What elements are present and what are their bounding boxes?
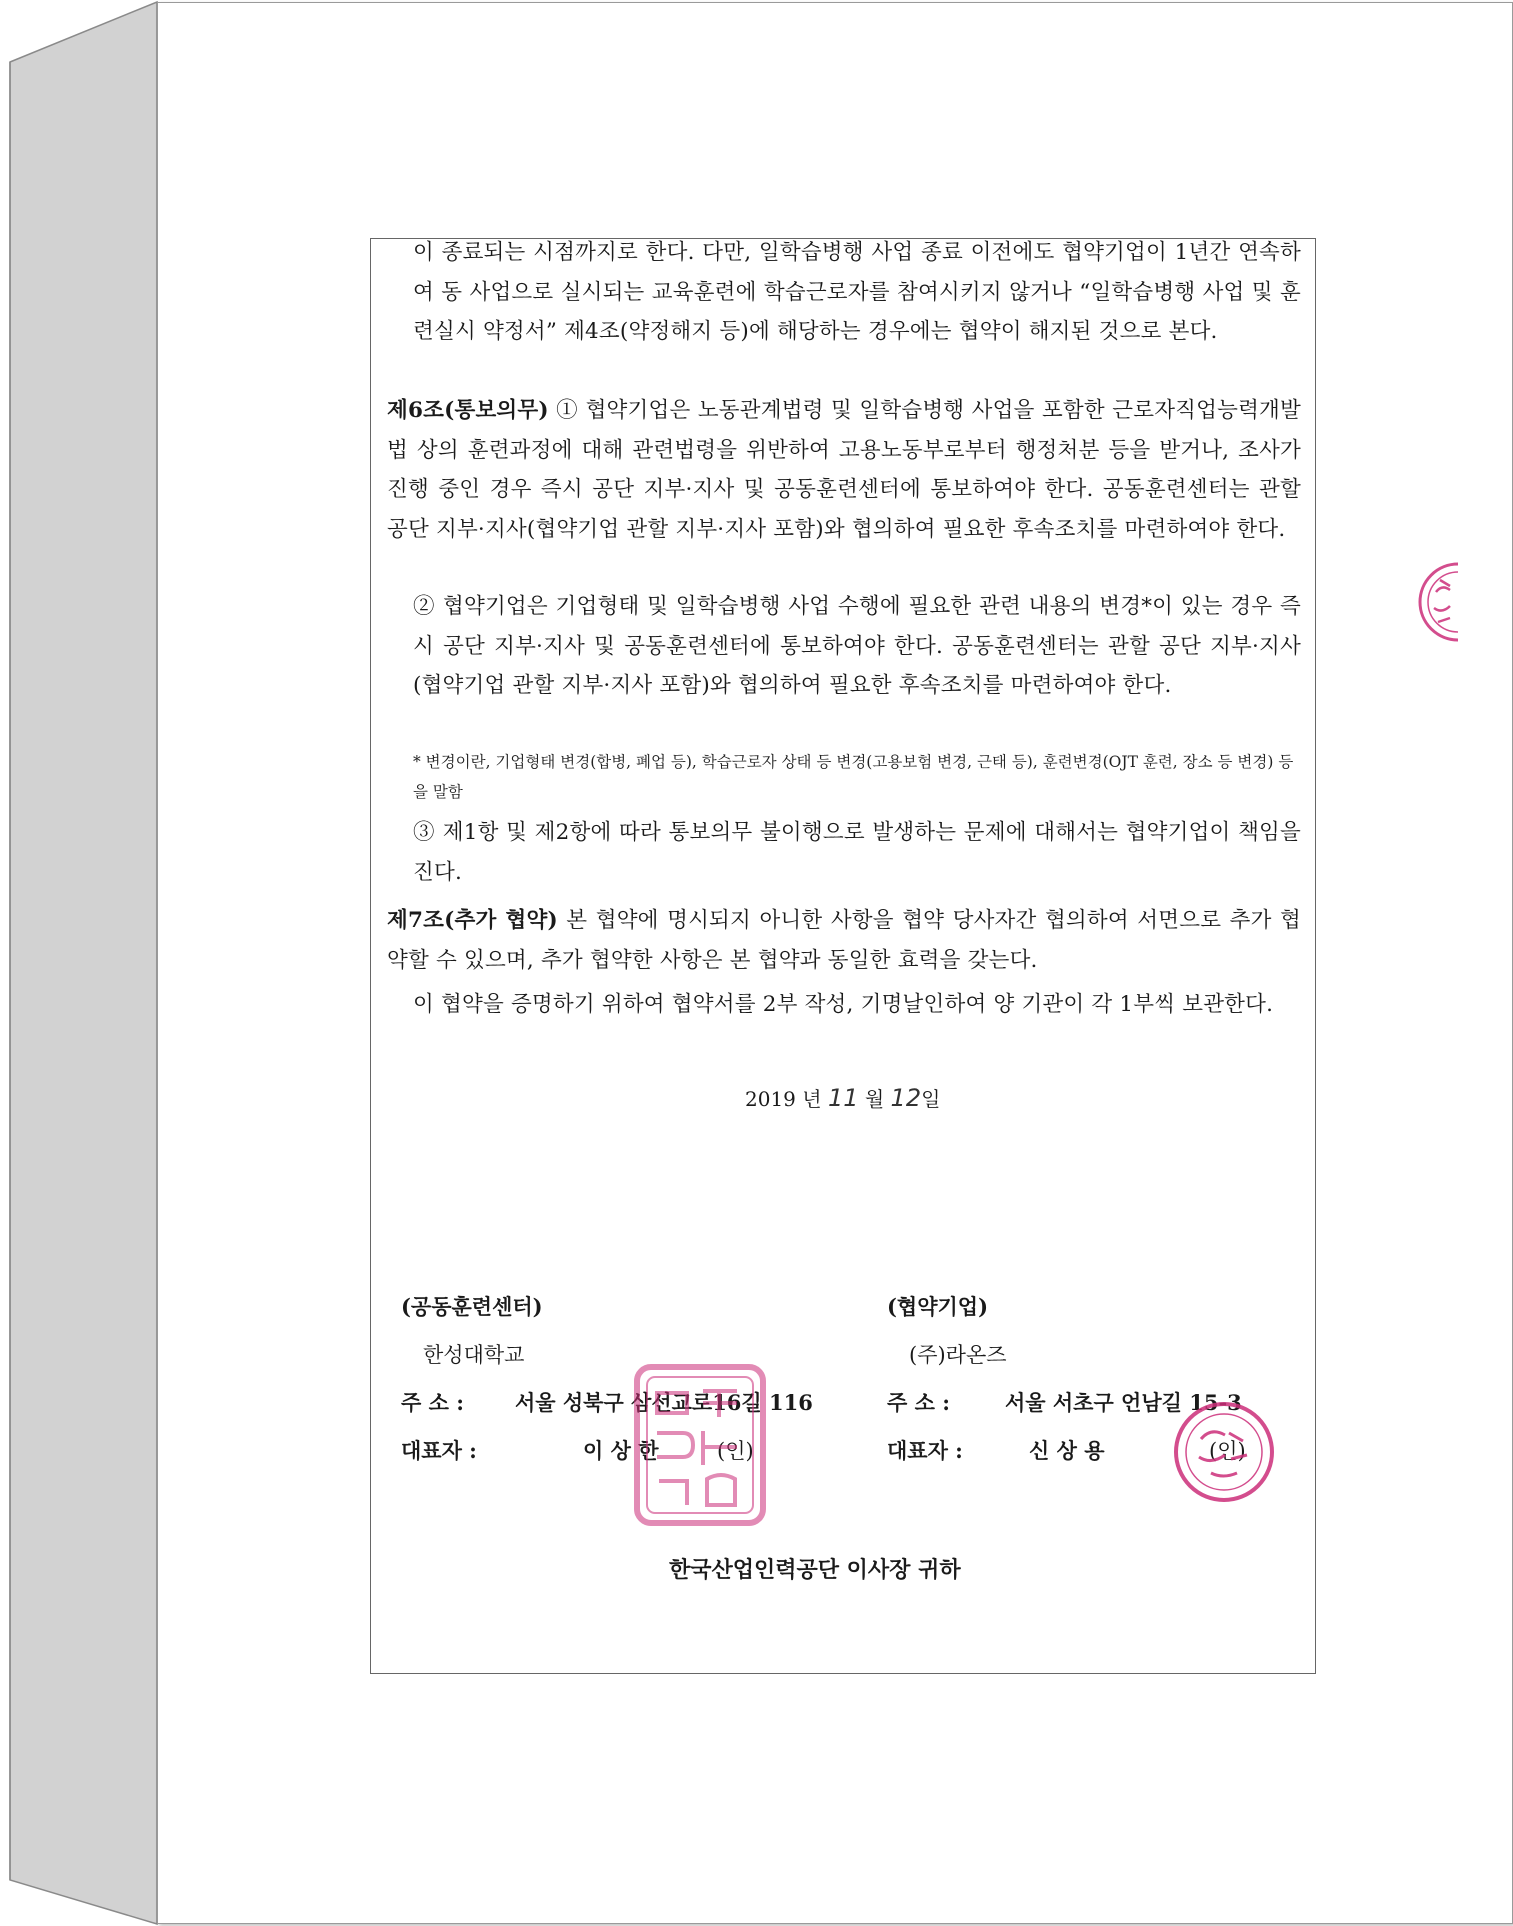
document-frame: [370, 238, 1316, 1674]
right-seal-mark: (인): [1209, 1439, 1246, 1463]
date-day-unit: 일: [921, 1087, 941, 1111]
date-year: 2019: [745, 1087, 796, 1111]
date-month-handwritten: 11: [827, 1084, 859, 1112]
right-round-seal-stamp: [1171, 1399, 1277, 1505]
date-year-unit: 년: [802, 1087, 822, 1111]
addressee: 한국산업인력공단 이사장 귀하: [669, 1557, 961, 1583]
article6-paragraph1: [387, 391, 1301, 549]
right-address-label: 주 소 :: [887, 1390, 950, 1415]
left-rep-name: 이 상 한: [583, 1438, 659, 1463]
closing-statement: 이 협약을 증명하기 위하여 협약서를 2부 작성, 기명날인하여 양 기관이 각 1부씩 보관한다.: [413, 992, 1274, 1017]
right-address: 서울 서초구 언남길 15-3: [1005, 1390, 1242, 1415]
date-month-unit: 월: [864, 1087, 885, 1111]
article7-paragraph: [387, 901, 1301, 980]
paragraph-article5-continuation: 이 종료되는 시점까지로 한다. 다만, 일학습병행 사업 종료 이전에도 협약기업이 1년간 연속하여 동 사업으로 실시되는 교육훈련에 학습근로자를 참여시키지 않거나 “일학습병행 사업 및 훈련실시 약정서” 제4조(약정해지 등)에 해당하는 경우에는 협약이 해지된 것으로 본다.: [413, 240, 1301, 344]
article7-title: 제7조(추가 협약): [387, 908, 558, 933]
article7-body: 본 협약에 명시되지 아니한 사항을 협약 당사자간 협의하여 서면으로 추가 협약할 수 있으며, 추가 협약한 사항은 본 협약과 동일한 효력을 갖는다.: [387, 908, 1302, 973]
left-address-label: 주 소 :: [401, 1390, 464, 1415]
article6-title: 제6조(통보의무): [387, 398, 549, 423]
right-party-heading: (협약기업): [887, 1294, 989, 1319]
left-party-org: 한성대학교: [423, 1343, 525, 1367]
article6-p1-text: ① 협약기업은 노동관계법령 및 일학습병행 사업을 포함한 근로자직업능력개발법 상의 훈련과정에 대해 관련법령을 위반하여 고용노동부로부터 행정처분 등을 받거나, 조사가 진행 중인 경우 즉시 공단 지부·지사 및 공동훈련센터에 통보하여야 한다. 공동훈련센터는 관할 공단 지부·지사(협약기업 관할 지부·지사 포함)와 협의하여 필요한 후속조치를 마련하여야 한다.: [387, 398, 1301, 542]
left-seal-mark: (인): [717, 1439, 754, 1463]
date-day-handwritten: 12: [890, 1084, 922, 1112]
left-address: 서울 성북구 삼선교로16길 116: [515, 1390, 813, 1415]
article6-footnote: * 변경이란, 기업형태 변경(합병, 폐업 등), 학습근로자 상태 등 변경(고용보험 변경, 근태 등), 훈련변경(OJT 훈련, 장소 등 변경) 등을 말함: [413, 753, 1294, 801]
right-party-org: (주)라온즈: [909, 1343, 1007, 1367]
edge-seal-stamp: [1410, 552, 1460, 652]
left-square-seal-stamp: [633, 1363, 767, 1527]
left-rep-label: 대표자 :: [401, 1438, 477, 1463]
article6-paragraph3: ③ 제1항 및 제2항에 따라 통보의무 불이행으로 발생하는 문제에 대해서는 협약기업이 책임을 진다.: [413, 820, 1301, 885]
right-rep-label: 대표자 :: [887, 1438, 963, 1463]
right-rep-name: 신 상 용: [1029, 1438, 1105, 1463]
article6-paragraph2: ② 협약기업은 기업형태 및 일학습병행 사업 수행에 필요한 관련 내용의 변경*이 있는 경우 즉시 공단 지부·지사 및 공동훈련센터에 통보하여야 한다. 공동훈련센터는 관할 공단 지부·지사(협약기업 관할 지부·지사 포함)와 협의하여 필요한 후속조치를 마련하여야 한다.: [413, 594, 1301, 698]
agreement-date: [745, 1083, 940, 1112]
left-party-heading: (공동훈련센터): [401, 1294, 543, 1319]
